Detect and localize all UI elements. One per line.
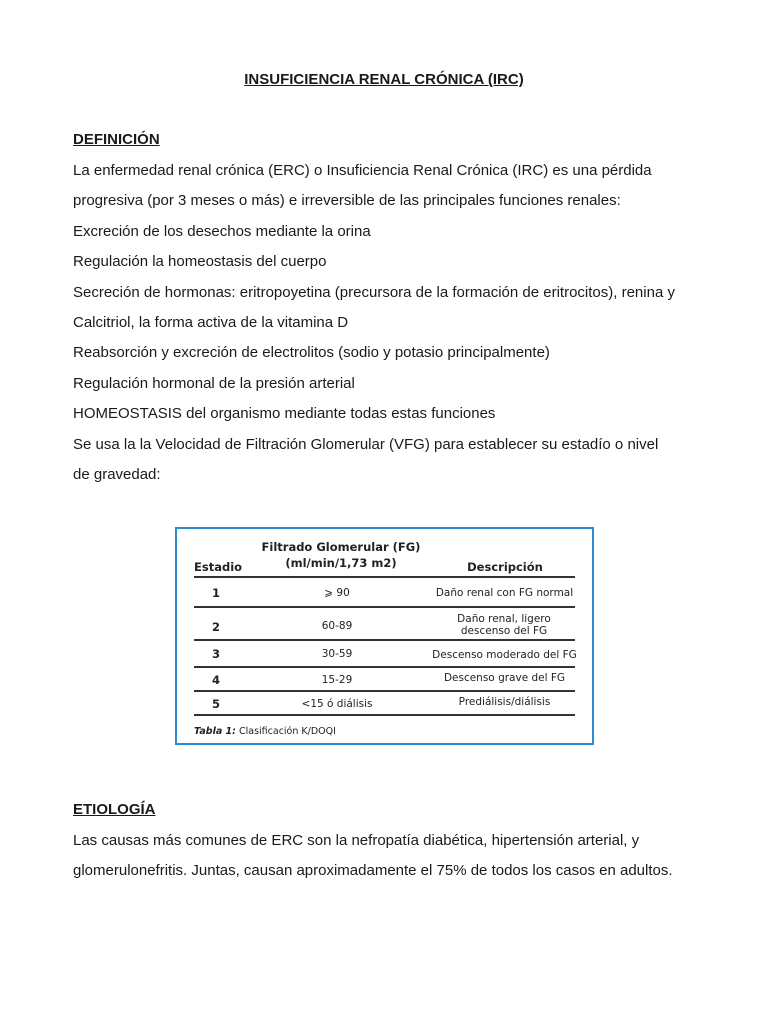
text-line: Reabsorción y excreción de electrolitos (sodio y potasio principalmente) — [73, 344, 550, 362]
text-line: La enfermedad renal crónica (ERC) o Insuficiencia Renal Crónica (IRC) es una pérdida — [73, 162, 652, 179]
text-line: Las causas más comunes de ERC son la nefropatía diabética, hipertensión arterial, y — [73, 832, 640, 849]
section-heading-etiologia: ETIOLOGÍA — [73, 801, 156, 818]
kdoqi-classification-table — [175, 527, 594, 745]
header-filtrado-glomerular — [247, 539, 435, 571]
text-line: de gravedad: — [73, 465, 161, 483]
caption-text: Clasificación K/DOQI — [238, 726, 336, 737]
text-line: progresiva (por 3 meses o más) e irreversible de las principales funciones renales: — [73, 192, 621, 210]
row5-desc: Prediálisis/diálisis — [458, 696, 551, 708]
section-heading-definicion: DEFINICIÓN — [73, 131, 160, 148]
row2-desc: Daño renal, ligero descenso del FG — [457, 613, 551, 637]
text-line: HOMEOSTASIS del organismo mediante todas estas funciones — [73, 405, 496, 423]
table-caption — [194, 726, 336, 737]
caption-label: Tabla 1: — [194, 726, 236, 737]
row3-fg: 30-59 — [321, 648, 353, 660]
row4-stage: 4 — [212, 673, 221, 687]
row5-fg: <15 ó diálisis — [301, 698, 373, 710]
text-line: Se usa la la Velocidad de Filtración Glomerular (VFG) para establecer su estadío o nivel — [73, 435, 659, 453]
header-estadio: Estadio — [194, 560, 243, 574]
row2-fg: 60-89 — [321, 620, 353, 632]
text-line: Regulación la homeostasis del cuerpo — [73, 253, 327, 271]
table-bottom-rule — [194, 714, 575, 716]
row5-stage: 5 — [212, 697, 221, 711]
table-header-rule — [194, 576, 575, 578]
table-row-rule — [194, 606, 575, 608]
row4-fg: 15-29 — [321, 674, 353, 686]
header-descripcion: Descripción — [467, 560, 543, 574]
text-line: Secreción de hormonas: eritropoyetina (precursora de la formación de eritrocitos), renina y — [73, 283, 675, 301]
table-row-rule — [194, 690, 575, 692]
table-row-rule — [194, 666, 575, 668]
row1-stage: 1 — [212, 586, 221, 600]
row3-stage: 3 — [212, 647, 221, 661]
table-row-rule — [194, 639, 575, 641]
row1-fg: ⩾ 90 — [324, 587, 350, 599]
etiologia-paragraph — [73, 826, 713, 887]
row4-desc: Descenso grave del FG — [443, 672, 566, 684]
row3-desc: Descenso moderado del FG — [432, 649, 577, 661]
document-title: INSUFICIENCIA RENAL CRÓNICA (IRC) — [244, 71, 524, 88]
text-line: glomerulonefritis. Juntas, causan aproximadamente el 75% de todos los casos en adultos. — [73, 862, 673, 880]
definicion-paragraph — [73, 156, 713, 490]
text-line: Excreción de los desechos mediante la orina — [73, 222, 371, 240]
text-line: Regulación hormonal de la presión arterial — [73, 374, 355, 392]
header-fg-line1: Filtrado Glomerular (FG) — [261, 540, 421, 554]
header-fg-line2: (ml/min/1,73 m2) — [285, 556, 397, 570]
text-line: Calcitriol, la forma activa de la vitamina D — [73, 313, 349, 331]
row2-stage: 2 — [212, 620, 221, 634]
row1-desc: Daño renal con FG normal — [435, 587, 574, 599]
